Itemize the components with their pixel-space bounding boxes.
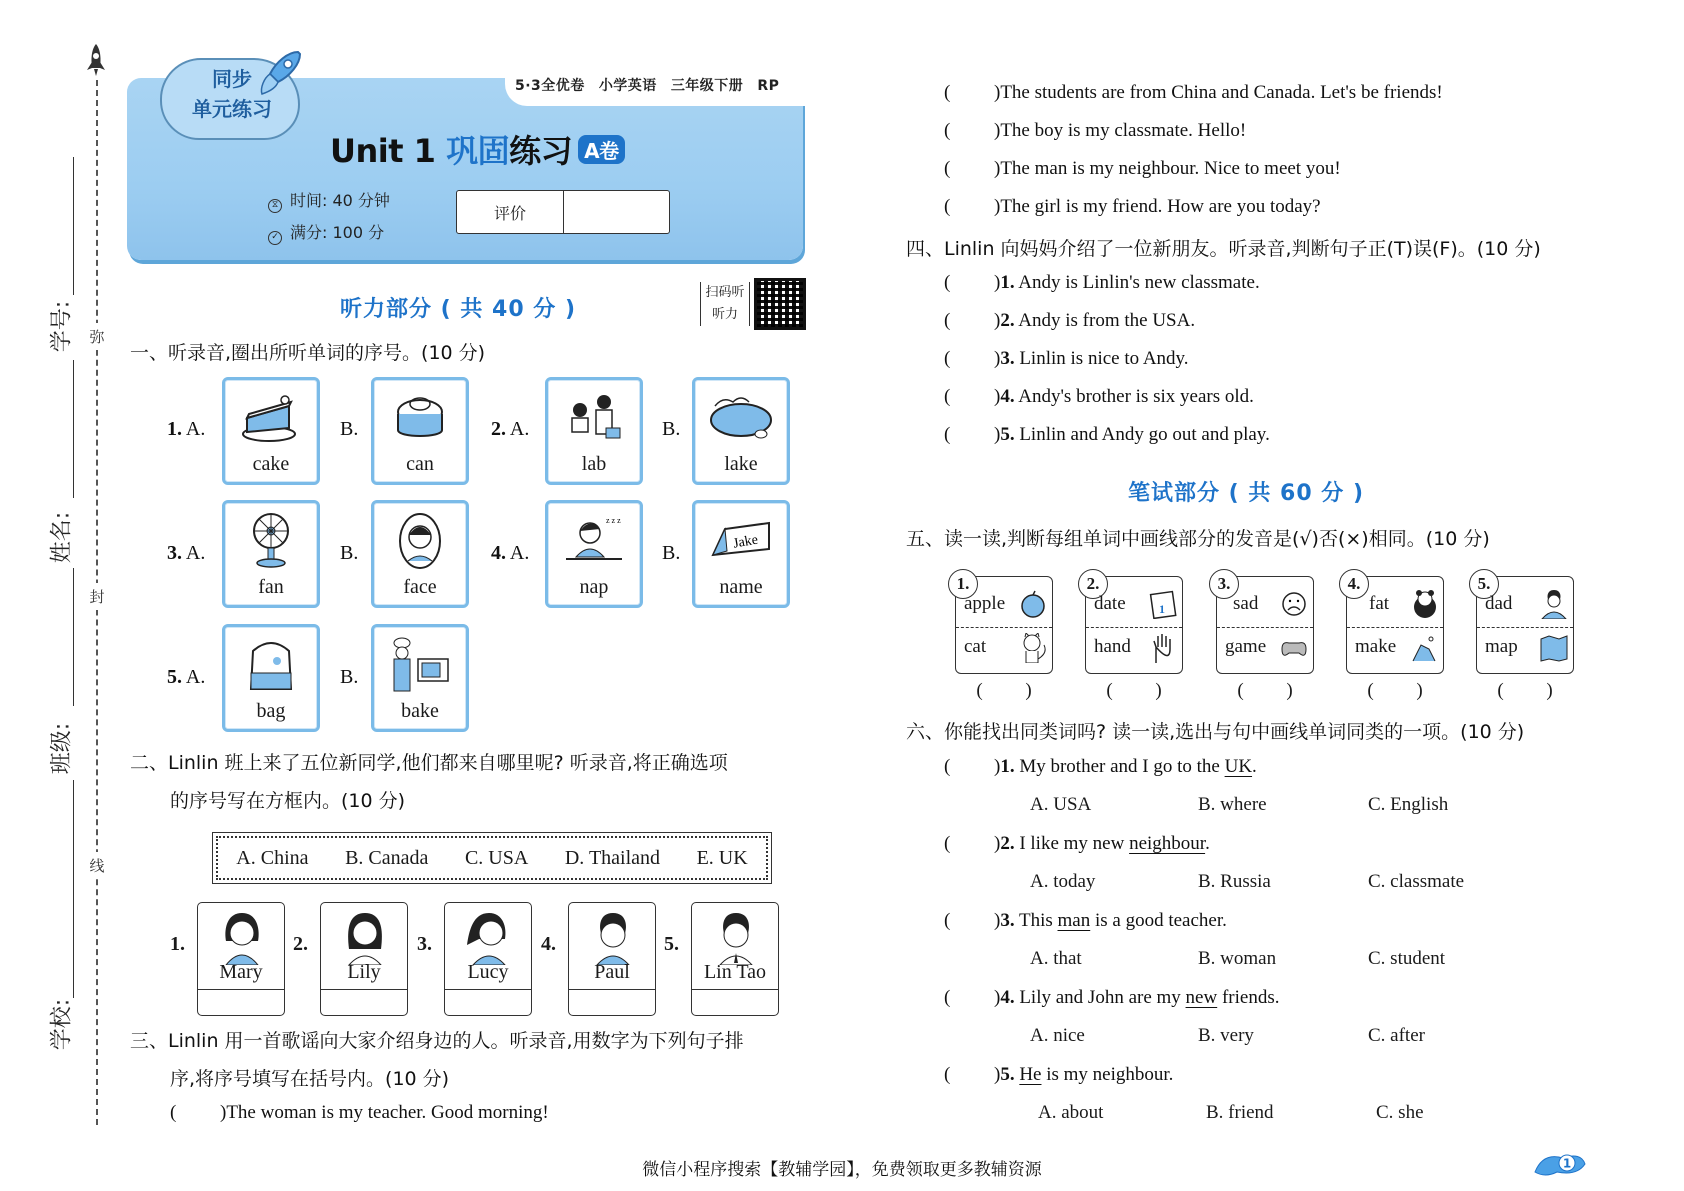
kid-name: Paul	[594, 961, 630, 983]
q2-heading-line1: 二、Linlin 班上来了五位新同学,他们都来自哪里呢? 听录音,将正确选项	[130, 752, 728, 774]
q1-option-lab[interactable]	[545, 377, 643, 485]
meta-series: 5·3全优卷	[515, 78, 585, 94]
phonics-word: apple	[964, 593, 1006, 614]
country-option: B. Canada	[345, 846, 429, 869]
kid-number: 5.	[664, 933, 679, 955]
q1-item2-b-label: B.	[662, 418, 681, 440]
q1-option-face[interactable]	[371, 500, 469, 608]
q2-heading-line2: 的序号写在方框内。(10 分)	[170, 790, 406, 812]
word-lab: lab	[581, 453, 607, 475]
q4-statement[interactable]: ( )3. Linlin is nice to Andy.	[944, 348, 1189, 369]
option-c[interactable]: C. classmate	[1368, 871, 1465, 892]
word-lake: lake	[724, 453, 758, 475]
seal-char-mi: 弥	[88, 323, 106, 350]
option-c[interactable]: C. English	[1368, 794, 1449, 815]
student-id-line[interactable]	[73, 157, 74, 295]
q6-question[interactable]: ( )2. I like my new neighbour.	[944, 833, 1210, 854]
option-a[interactable]: A. USA	[1030, 794, 1092, 815]
country-option: D. Thailand	[564, 846, 661, 869]
evaluation-label: 评价	[457, 191, 564, 233]
phonics-word: date	[1094, 593, 1126, 614]
q4-statement[interactable]: ( )1. Andy is Linlin's new classmate.	[944, 272, 1260, 293]
q1-heading: 一、听录音,圈出所听单词的序号。(10 分)	[130, 342, 486, 364]
lake-icon	[709, 388, 773, 448]
q6-question[interactable]: ( )4. Lily and John are my new friends.	[944, 987, 1280, 1008]
kid-number: 4.	[541, 933, 556, 955]
kid-number: 1.	[170, 933, 185, 955]
svg-text:z z z: z z z	[606, 516, 621, 525]
word-fan: fan	[258, 576, 284, 598]
answer-box[interactable]	[198, 989, 284, 1015]
q1-option-lake[interactable]	[692, 377, 790, 485]
phonics-word: game	[1225, 636, 1267, 657]
name-label: 姓名:	[49, 511, 75, 564]
q3-sentence[interactable]: ( )The woman is my teacher. Good morning!	[170, 1102, 549, 1123]
q6-heading: 六、你能找出同类词吗? 读一读,选出与句中画线单词同类的一项。(10 分)	[906, 721, 1525, 743]
meta-subject: 小学英语	[598, 78, 657, 94]
page-number-badge	[1533, 1150, 1587, 1178]
word-name: name	[719, 576, 763, 598]
q1-item4-b-label: B.	[662, 542, 681, 564]
face-icon	[388, 511, 452, 571]
option-b[interactable]: B. friend	[1206, 1102, 1274, 1123]
evaluation-field[interactable]	[564, 191, 669, 233]
kid-name: Lin Tao	[703, 961, 767, 983]
q3-sentence[interactable]: ( )The boy is my classmate. Hello!	[944, 120, 1247, 141]
book-meta	[515, 75, 793, 95]
school-line[interactable]	[73, 780, 74, 998]
svg-text:1: 1	[1159, 602, 1165, 616]
footer-promo: 微信小程序搜索【教辅学园】，免费领取更多教辅资源	[642, 1160, 1042, 1180]
writing-section-title: 笔试部分 ( 共 60 分 )	[1128, 481, 1365, 506]
word-bake: bake	[401, 700, 439, 722]
q3-sentence[interactable]: ( )The man is my neighbour. Nice to meet you!	[944, 158, 1341, 179]
answer-parens[interactable]: ( )	[1367, 680, 1423, 701]
q1-item3-label: 3. A.	[167, 542, 206, 564]
class-label: 班级:	[49, 722, 75, 775]
q1-option-name[interactable]	[692, 500, 790, 608]
badge-line-2: 单元练习	[192, 97, 272, 121]
answer-parens[interactable]: ( )	[976, 680, 1032, 701]
option-a[interactable]: A. about	[1038, 1102, 1104, 1123]
answer-box[interactable]	[569, 989, 655, 1015]
cat-icon	[1018, 633, 1048, 663]
phonics-word: cat	[964, 636, 987, 657]
q5-heading: 五、读一读,判断每组单词中画线部分的发音是(√)否(×)相同。(10 分)	[906, 528, 1490, 550]
apple-icon	[1018, 589, 1048, 619]
kid-name: Lucy	[467, 961, 509, 983]
hourglass-icon: ⧖	[268, 199, 282, 213]
phonics-card-4: 4. fat make	[1346, 576, 1444, 674]
calendar-icon	[1148, 589, 1178, 619]
time-limit: ⧖ 时间: 40 分钟	[268, 188, 390, 213]
option-b[interactable]: B. Russia	[1198, 871, 1271, 892]
kid-number: 3.	[417, 933, 432, 955]
seal-char-feng: 封	[88, 583, 106, 610]
word-can: can	[406, 453, 434, 475]
q1-option-bag[interactable]	[222, 624, 320, 732]
option-b[interactable]: B. woman	[1198, 948, 1277, 969]
word-bag: bag	[256, 700, 286, 722]
full-score: ✓ 满分: 100 分	[268, 220, 384, 245]
name-line[interactable]	[73, 360, 74, 498]
answer-parens[interactable]: ( )	[1497, 680, 1553, 701]
phonics-word: make	[1355, 636, 1397, 657]
kid-number: 2.	[293, 933, 308, 955]
country-option: A. China	[236, 846, 309, 869]
option-a[interactable]: A. nice	[1030, 1025, 1085, 1046]
option-c[interactable]: C. she	[1376, 1102, 1424, 1123]
option-a[interactable]: A. today	[1030, 871, 1096, 892]
country-option: E. UK	[696, 846, 748, 869]
kid-name: Mary	[219, 961, 263, 983]
phonics-card-5: 5. dad map	[1476, 576, 1574, 674]
game-controller-icon	[1279, 633, 1309, 663]
girl-avatar-icon	[212, 909, 272, 965]
panda-icon	[1409, 589, 1439, 619]
q1-item5-b-label: B.	[340, 666, 359, 688]
word-nap: nap	[579, 576, 609, 598]
can-icon	[388, 388, 452, 448]
answer-parens[interactable]: ( )	[1106, 680, 1162, 701]
q3-sentence[interactable]: ( )The students are from China and Canada. Let's be friends!	[944, 82, 1443, 103]
map-icon	[1539, 633, 1569, 663]
student-id-label: 学号:	[49, 300, 75, 353]
q4-heading: 四、Linlin 向妈妈介绍了一位新朋友。听录音,判断句子正(T)误(F)。(10 分)	[906, 238, 1541, 260]
q3-heading-line2: 序,将序号填写在括号内。(10 分)	[170, 1068, 450, 1090]
option-a[interactable]: A. that	[1030, 948, 1082, 969]
option-b[interactable]: B. where	[1198, 794, 1267, 815]
listening-section-title: 听力部分 ( 共 40 分 )	[340, 297, 577, 322]
country-options-box	[216, 836, 768, 880]
evaluation-box	[456, 190, 670, 234]
kid-card-lily	[320, 902, 408, 1016]
badge-line-1: 同步	[212, 67, 252, 91]
cake-icon	[239, 388, 303, 448]
q1-option-fan[interactable]	[222, 500, 320, 608]
meta-grade: 三年级下册	[670, 78, 744, 94]
answer-box[interactable]	[321, 989, 407, 1015]
word-face: face	[403, 576, 437, 598]
q1-option-can[interactable]	[371, 377, 469, 485]
q3-sentence[interactable]: ( )The girl is my friend. How are you today?	[944, 196, 1321, 217]
boy-avatar-icon	[583, 909, 643, 965]
q1-item5-label: 5. A.	[167, 666, 206, 688]
phonics-word: hand	[1094, 636, 1131, 657]
q1-option-bake[interactable]	[371, 624, 469, 732]
phonics-word: dad	[1485, 593, 1513, 614]
kid-name: Lily	[347, 961, 381, 983]
school-label: 学校:	[49, 998, 75, 1051]
phonics-card-2: 2. date 1 hand	[1085, 576, 1183, 674]
q1-item4-label: 4. A.	[491, 542, 530, 564]
option-b[interactable]: B. very	[1198, 1025, 1254, 1046]
kid-card-paul	[568, 902, 656, 1016]
q6-question[interactable]: ( )1. My brother and I go to the UK.	[944, 756, 1257, 777]
page-title: Unit 1 巩固练习 A卷	[330, 126, 625, 172]
dad-icon	[1539, 589, 1569, 619]
phonics-word: sad	[1233, 593, 1259, 614]
option-c[interactable]: C. after	[1368, 1025, 1425, 1046]
hand-icon	[1148, 633, 1178, 663]
country-option: C. USA	[464, 846, 529, 869]
word-cake: cake	[252, 453, 290, 475]
kid-card-lucy	[444, 902, 532, 1016]
rocket-decoration-icon	[248, 48, 304, 98]
q1-item1-label: 1. A.	[167, 418, 206, 440]
q4-statement[interactable]: ( )4. Andy's brother is six years old.	[944, 386, 1254, 407]
q1-item2-label: 2. A.	[491, 418, 530, 440]
name-tag-icon	[709, 511, 773, 571]
q1-option-nap[interactable]	[545, 500, 643, 608]
make-icon	[1409, 633, 1439, 663]
qr-code[interactable]	[754, 278, 806, 330]
answer-box[interactable]	[692, 989, 778, 1015]
sad-face-icon	[1279, 589, 1309, 619]
q4-statement[interactable]: ( )2. Andy is from the USA.	[944, 310, 1196, 331]
boy-avatar-icon	[706, 909, 766, 965]
q1-item1-b-label: B.	[340, 418, 359, 440]
meta-edition: RP	[757, 78, 780, 94]
option-c[interactable]: C. student	[1368, 948, 1446, 969]
seal-char-xian: 线	[88, 852, 106, 879]
class-line[interactable]	[73, 568, 74, 706]
q1-item3-b-label: B.	[340, 542, 359, 564]
nap-icon	[562, 511, 626, 571]
kid-card-lin-tao	[691, 902, 779, 1016]
q6-question[interactable]: ( )5. He is my neighbour.	[944, 1064, 1174, 1085]
q3-heading-line1: 三、Linlin 用一首歌谣向大家介绍身边的人。听录音,用数字为下列句子排	[130, 1030, 744, 1052]
svg-text:Jake: Jake	[732, 532, 760, 552]
answer-parens[interactable]: ( )	[1237, 680, 1293, 701]
backpack-icon	[239, 635, 303, 695]
q4-statement[interactable]: ( )5. Linlin and Andy go out and play.	[944, 424, 1270, 445]
qr-scan-label: 扫码听听力	[700, 282, 750, 326]
q6-question[interactable]: ( )3. This man is a good teacher.	[944, 910, 1227, 931]
girl-avatar-icon	[335, 909, 395, 965]
lab-icon	[562, 388, 626, 448]
phonics-card-1: 1. apple cat	[955, 576, 1053, 674]
bake-icon	[388, 635, 452, 695]
fan-icon	[239, 511, 303, 571]
phonics-card-3: 3. sad game	[1216, 576, 1314, 674]
kid-card-mary	[197, 902, 285, 1016]
check-circle-icon: ✓	[268, 231, 282, 245]
svg-text:1: 1	[1562, 1156, 1572, 1171]
phonics-word: map	[1485, 636, 1518, 657]
paper-version-badge: A卷	[578, 135, 624, 164]
phonics-word: fat	[1369, 593, 1390, 614]
girl-avatar-icon	[459, 909, 519, 965]
q1-option-cake[interactable]	[222, 377, 320, 485]
rocket-icon	[84, 42, 108, 82]
answer-box[interactable]	[445, 989, 531, 1015]
